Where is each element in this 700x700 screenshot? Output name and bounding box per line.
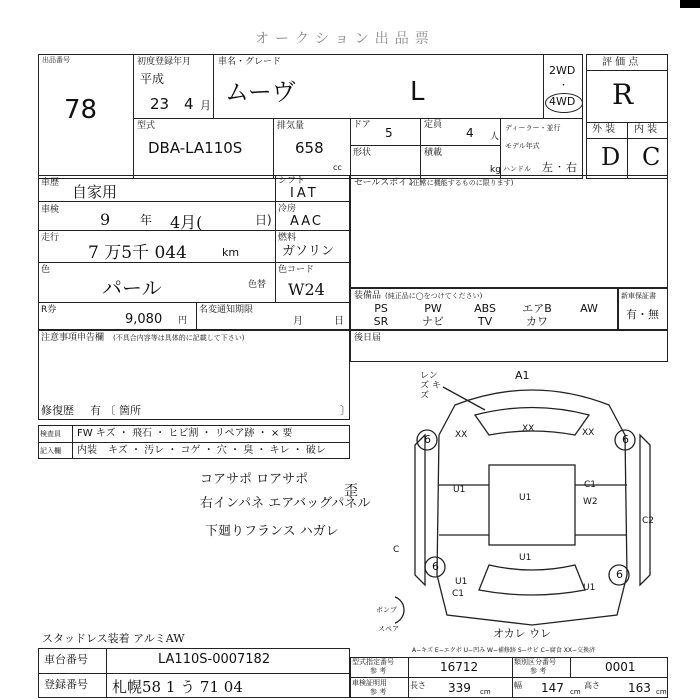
handle-right: 右: [566, 161, 577, 174]
equipment-note: (純正品に◯をつけてください): [385, 292, 483, 300]
length-label: 長さ: [410, 681, 426, 690]
height-unit: cm: [656, 688, 667, 696]
equipment-item: ナビ: [422, 315, 444, 328]
width-unit: cm: [570, 688, 581, 696]
handle-dot: ・: [555, 163, 565, 173]
inspector-row1: FW キズ ・ 飛石 ・ ヒビ割 ・ リペア跡 ・ × 要: [77, 428, 293, 439]
length-unit: cm: [480, 688, 491, 696]
displacement-unit: cc: [333, 163, 342, 172]
car-cert-label: 車検証明用: [352, 679, 387, 687]
sales-label: セールスポイント: [354, 178, 426, 188]
dealer-label: ディーラー・並行: [505, 124, 561, 132]
exterior-grade: D: [601, 143, 621, 171]
drive-4wd: 4WD: [549, 95, 576, 108]
spec-ref-label: 参 考: [370, 667, 387, 675]
color-code-value: W24: [288, 280, 325, 299]
diagram-tire-rl: 6: [432, 560, 439, 573]
equipment-item: SR: [373, 315, 389, 328]
diagram-under-note: オカレ ウレ: [493, 627, 552, 640]
warranty-label: 新車保証書: [621, 292, 656, 300]
diagram-u1-left: U1: [453, 485, 466, 495]
color-code-label: 色コード: [278, 265, 315, 275]
diagram-legend: A−キズ E−エクボ U−凹み W−補修跡 S−サビ C−腐食 XX−交換済: [412, 647, 595, 654]
spec-number-label: 型式指定番号: [352, 658, 394, 666]
inspector-label-2: 記入欄: [40, 447, 61, 455]
reg-label: 初度登録年月: [137, 57, 192, 67]
interior-grade: C: [642, 143, 661, 171]
car-name: ムーヴ: [225, 78, 296, 106]
diagram-spare: ボンブ: [376, 606, 397, 614]
plate-value: 札幌58 1 う 71 04: [112, 678, 243, 696]
doors-value: 5: [385, 126, 393, 140]
color-label: 色: [41, 265, 51, 275]
diagram-c2-right: C2: [642, 516, 655, 526]
remarks-note: (不具合内容等は具体的に記載して下さい): [113, 334, 245, 342]
dims-ref-label: 参 考: [370, 688, 387, 696]
inspection-year-unit: 年: [140, 213, 153, 227]
remarks-box: [38, 330, 350, 420]
drive-4wd-circle: [545, 93, 583, 113]
sales-note: (正常に機能するものに限ります): [410, 179, 514, 187]
chassis-value: LA110S-0007182: [158, 652, 271, 667]
inspector-row2-label: 内装: [77, 445, 97, 456]
shape-label: 形状: [353, 148, 372, 158]
diagram-u1-rear2: U1: [583, 583, 596, 593]
mileage-unit: km: [222, 246, 240, 259]
inspector-label-1: 検査員: [40, 430, 61, 438]
diagram-tire-rr: 6: [616, 568, 623, 581]
equipment-label: 装備品: [354, 291, 382, 301]
aircon-value: AAC: [290, 214, 323, 229]
reg-year: 23: [150, 95, 170, 113]
car-grade: L: [410, 77, 425, 107]
later-date-box: [350, 330, 668, 362]
diagram-tire-fr: 6: [622, 433, 629, 446]
car-diagram: [395, 365, 670, 645]
notice-day: 日: [334, 316, 344, 327]
doors-label: ドア: [353, 120, 371, 130]
interior-label: 内 装: [634, 124, 658, 135]
equipment-item: ABS: [474, 302, 496, 315]
reg-month: 4: [184, 95, 194, 113]
lot-label: 出品番号: [42, 56, 70, 64]
diagram-c1-right: C1: [584, 480, 597, 490]
diagram-u1-center2: U1: [519, 553, 532, 563]
inspection-day-unit: 日): [255, 213, 272, 227]
inspection-label: 車検: [41, 205, 60, 215]
note-line-2: 右インパネ エアバッグパネル: [200, 496, 371, 511]
spec-number-value: 16712: [440, 660, 479, 674]
fuel-value: ガソリン: [282, 244, 335, 259]
later-date-label: 後日届: [354, 333, 382, 343]
class-number-label: 類別区分番号: [514, 658, 556, 666]
reg-box: [133, 54, 583, 179]
diagram-xx-left: XX: [455, 430, 468, 440]
class-ref-label: 参 考: [530, 667, 547, 675]
chassis-label: 車台番号: [44, 653, 88, 666]
class-number-value: 0001: [605, 660, 636, 674]
note-line-3: 下廻りフランス ハガレ: [205, 524, 339, 539]
length-value: 339: [448, 681, 471, 695]
sales-box: [350, 175, 668, 288]
fuel-label: 燃料: [278, 233, 297, 243]
height-label: 高さ: [584, 681, 600, 690]
width-label: 幅: [514, 681, 522, 690]
displacement-label: 排気量: [277, 121, 305, 131]
load-label: 積載: [424, 148, 443, 158]
diagram-xx-right: XX: [582, 428, 595, 438]
reg-month-unit: 月: [200, 99, 211, 112]
equipment-item: TV: [477, 315, 493, 328]
repair-value: 有 〔 箇所: [90, 404, 141, 417]
diagram-a1: A1: [515, 369, 530, 382]
model-value: DBA-LA110S: [148, 139, 243, 157]
lot-number: 78: [64, 95, 98, 125]
capacity-unit: 人: [490, 132, 500, 142]
drive-dot: ・: [559, 81, 569, 91]
mileage-value: 7 万5千 044: [88, 243, 187, 263]
equipment-item: カワ: [526, 315, 548, 328]
diagram-c-left: C: [393, 545, 400, 555]
aircon-label: 冷房: [278, 204, 297, 214]
recycle-unit: 円: [178, 316, 188, 326]
diagram-windshield-note: レンズ キズ: [420, 371, 441, 401]
diagram-spare-label: スペア: [378, 625, 399, 633]
width-value: 147: [541, 681, 564, 695]
shift-label: シフト: [278, 176, 306, 186]
corner-mark: [680, 0, 700, 8]
equipment-item: エアB: [522, 302, 552, 315]
height-value: 163: [628, 681, 651, 695]
warranty-value: 有・無: [626, 308, 659, 321]
note-line-1: コアサポ ロアサポ: [200, 472, 309, 487]
grade-score: R: [612, 78, 634, 111]
inspection-year: 9: [100, 210, 111, 229]
history-label: 車歴: [41, 178, 60, 188]
equipment-item: PW: [424, 302, 442, 315]
inspection-month: 4月(: [170, 213, 203, 232]
diagram-w2-right: W2: [583, 497, 598, 507]
model-year-label: モデル年式: [505, 142, 540, 150]
note-line-2-suffix: 歪: [344, 483, 358, 499]
shift-value: IAT: [290, 186, 319, 201]
repair-close: 〕: [340, 404, 351, 417]
note-bottom: スタッドレス装着 アルミAW: [42, 632, 185, 645]
diagram-c1-rear: C1: [452, 589, 465, 599]
grade-label: 評 価 点: [602, 57, 639, 68]
notice-month: 月: [293, 316, 303, 327]
inspector-row2: キズ ・ 汚レ ・ コゲ ・ 穴 ・ 臭 ・ キレ ・ 破レ: [108, 445, 326, 456]
remarks-label: 注意事項申告欄: [41, 333, 105, 343]
handle-label: ハンドル: [503, 165, 531, 173]
notice-label: 名変通知期限: [199, 305, 254, 315]
load-unit: kg: [490, 165, 501, 175]
color-value: パール: [102, 276, 162, 300]
diagram-u1-rear: U1: [455, 577, 468, 587]
handle-left: 左: [542, 161, 553, 174]
car-name-label: 車名・グレード: [218, 57, 282, 67]
history-value: 自家用: [72, 183, 118, 201]
capacity-value: 4: [466, 126, 474, 140]
diagram-tire-fl: 6: [424, 433, 431, 446]
repair-label: 修復歴: [41, 404, 74, 417]
exterior-label: 外 装: [592, 124, 616, 135]
color-tone-label: 色替: [248, 280, 267, 290]
page-title: オークション出品票: [255, 31, 435, 47]
drive-2wd: 2WD: [549, 64, 576, 77]
recycle-label: R券: [41, 305, 57, 315]
plate-label: 登録番号: [44, 678, 88, 691]
capacity-label: 定員: [424, 120, 443, 130]
diagram-xx-hood: XX: [522, 424, 535, 434]
mileage-label: 走行: [41, 233, 60, 243]
reg-era: 平成: [140, 72, 165, 86]
model-label: 型式: [137, 121, 156, 131]
equipment-item: AW: [580, 302, 598, 315]
displacement-value: 658: [295, 139, 324, 157]
equipment-item: PS: [374, 302, 388, 315]
recycle-value: 9,080: [125, 312, 163, 327]
diagram-u1-center: U1: [519, 493, 532, 503]
